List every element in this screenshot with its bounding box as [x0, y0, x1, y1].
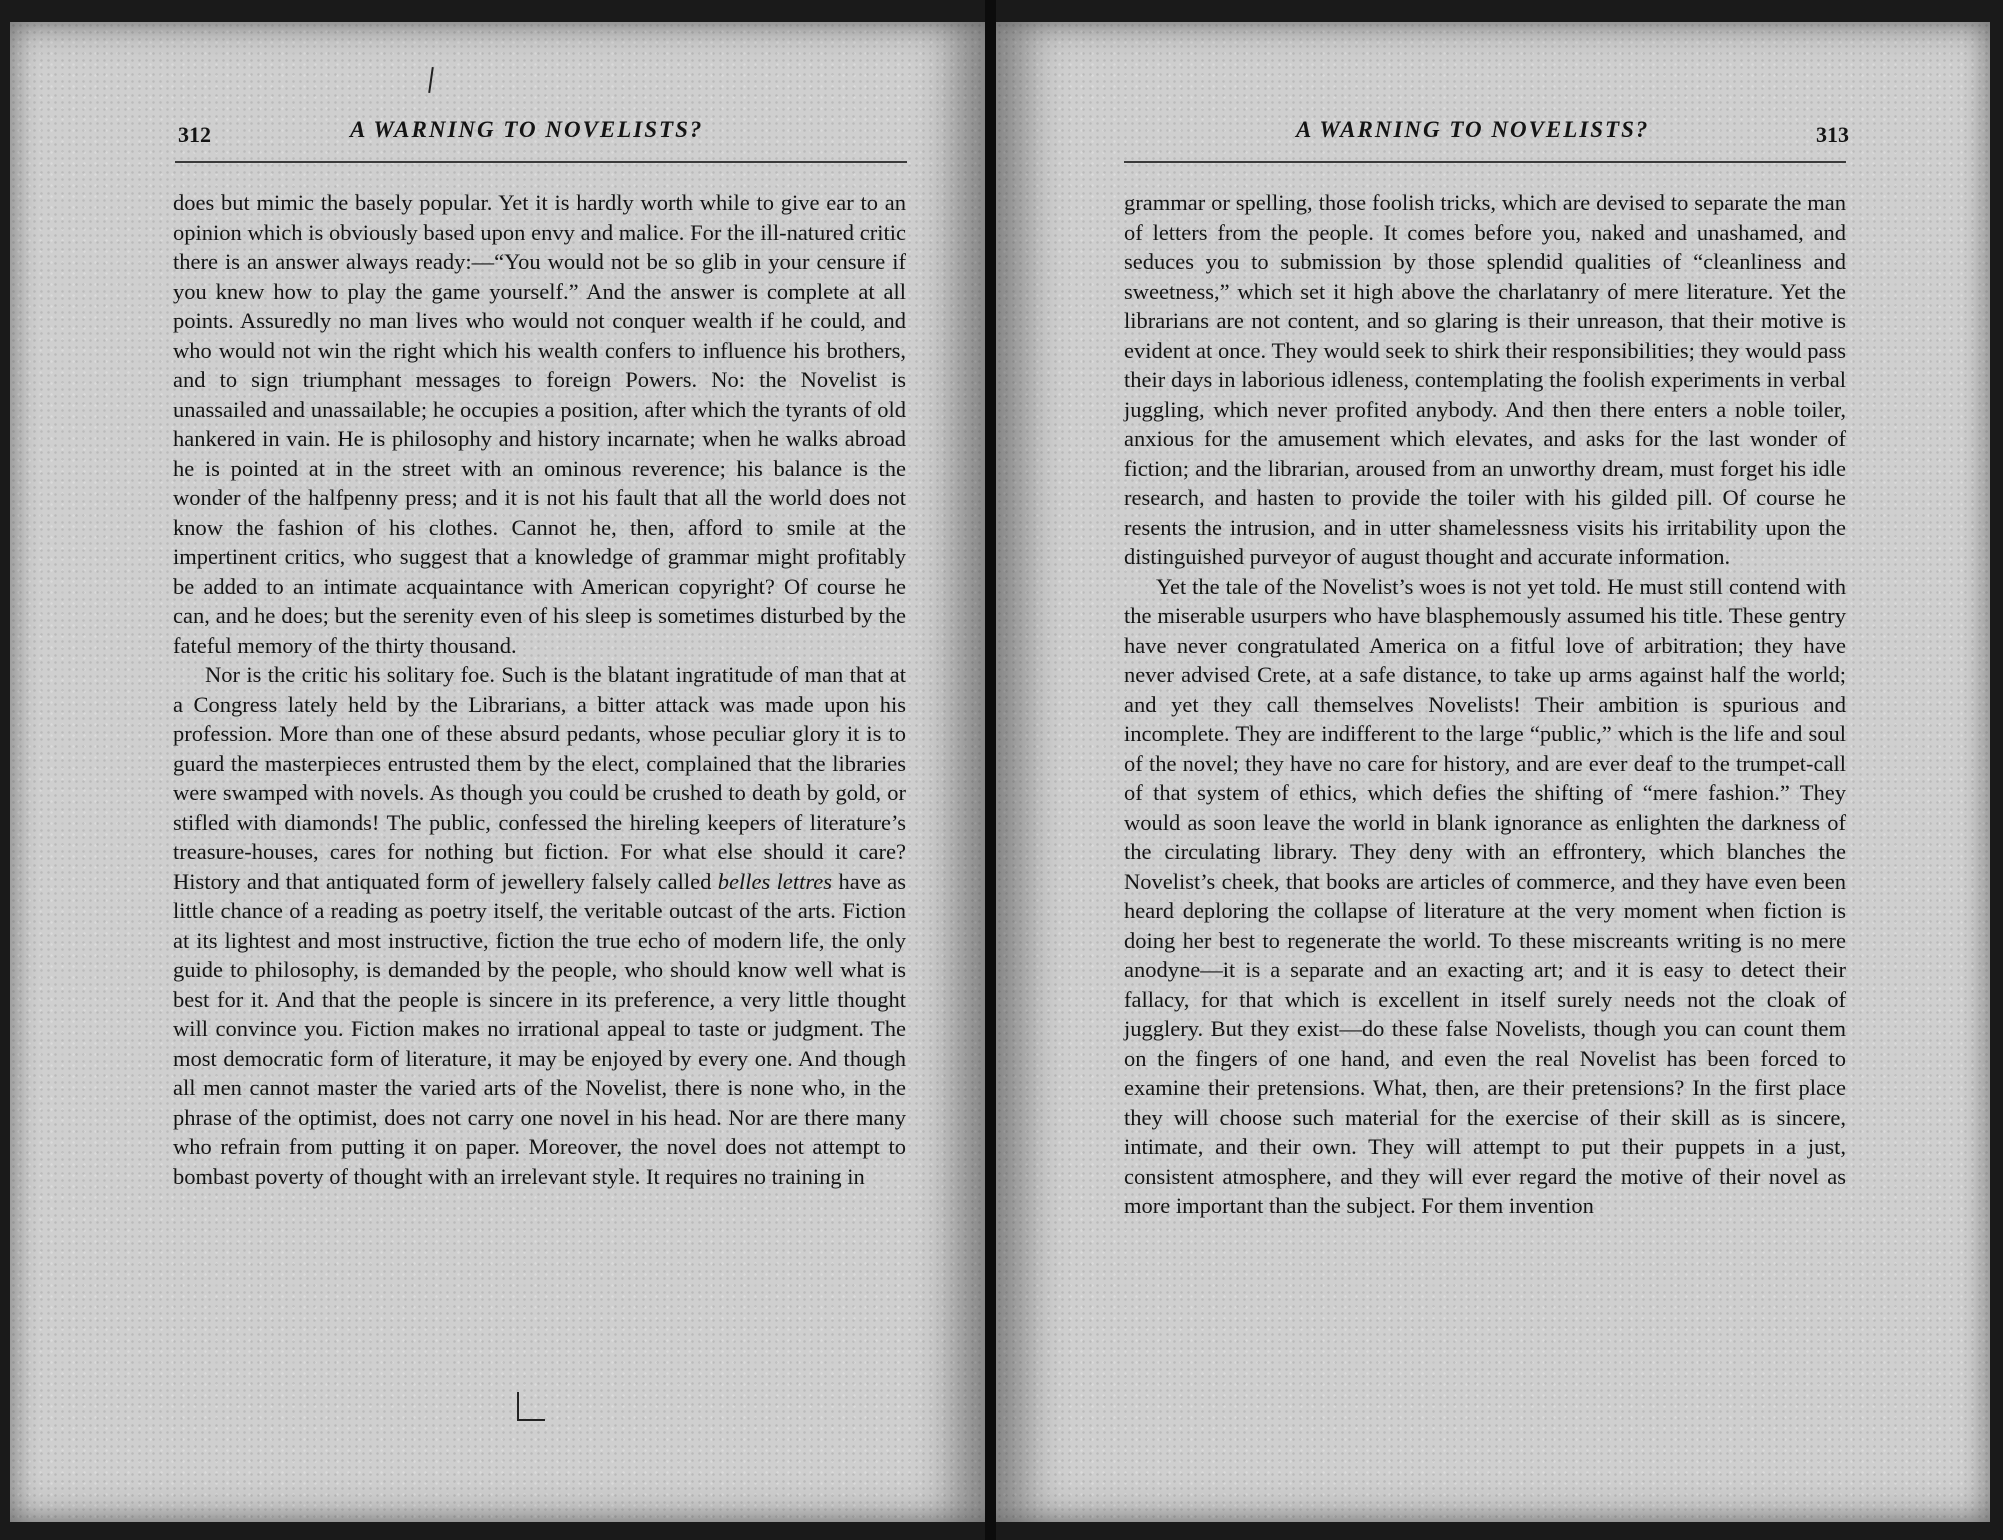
paragraph: Yet the tale of the Novelist’s woes is not yet told. He must still contend with the miserable usurpers who have blasphemously assumed his title. These gentry have never congratulated America on a fitful love of arbitration; they have never advised Crete, at a safe distance, to take up arms against half the world; and yet they call themselves Novelists! Their ambition is spurious and incomplete. They are indifferent to the large “public,” which is the life and soul of the novel; they have no care for history, and are ever deaf to the trumpet-call of that system of ethics, which defies the shifting of “mere fashion.” They would as soon leave the world in blank ignorance as enlighten the darkness of the circulating library. They deny with an effrontery, which blanches the Novelist’s cheek, that books are articles of commerce, and they have even been heard deploring the collapse of literature at the very moment when fiction is doing her best to regenerate the world. To these miscreants writing is no mere anodyne—it is a separate and an exacting art; and it is easy to detect their fallacy, for that which is excellent in itself surely needs not the cloak of jugglery. But they exist—do these false Novelists, though you can count them on the fingers of one hand, and even the real Novelist has been forced to examine their pretensions. What, then, are their pretensions? In the first place they will choose such material for the exercise of their skill as is sincere, intimate, and their own. They will attempt to put their puppets in a just, consistent atmosphere, and they will ever regard the motive of their novel as more important than the subject. For them invention	[1124, 573, 1846, 1218]
book-gutter	[985, 0, 996, 1540]
paragraph: grammar or spelling, those foolish tricks, which are devised to separate the man of letters from the people. It comes before you, naked and unashamed, and seduces you to submission by those splendid qualities of “cleanliness and sweetness,” which set it high above the charlatanry of mere literature. Yet the librarians are not content, and so glaring is their unreason, that their motive is evident at once. They would seek to shirk their responsibilities; they would pass their days in laborious idleness, contemplating the foolish experiments in verbal juggling, which never profited anybody. And then there enters a noble toiler, anxious for the amusement which elevates, and asks for the last wonder of fiction; and the librarian, aroused from an unworthy dream, must forget his idle research, and hasten to provide the toiler with his gilded pill. Of course he resents the intrusion, and in utter shamelessness visits his irritability upon the distinguished purveyor of august thought and accurate information.	[1124, 190, 1846, 569]
header-rule	[175, 161, 907, 163]
right-page	[996, 22, 1990, 1522]
running-head: A WARNING TO NOVELISTS?	[1296, 117, 1650, 142]
paragraph: does but mimic the basely popular. Yet it is hardly worth while to give ear to an opinion which is obviously based upon envy and malice. For the ill-natured critic there is an answer always ready:—“You would not be so glib in your censure if you knew how to play the game yourself.” And the answer is complete at all points. Assuredly no man lives who would not conquer wealth if he could, and who would not win the right which his wealth confers to influence his brothers, and to sign triumphant messages to foreign Powers. No: the Novelist is unassailed and unassailable; he occupies a position, after which the tyrants of old hankered in vain. He is philosophy and history incarnate; when he walks abroad he is pointed at in the street with an ominous reverence; his balance is the wonder of the halfpenny press; and it is not his fault that all the world does not know the fashion of his clothes. Cannot he, then, afford to smile at the impertinent critics, who suggest that a knowledge of grammar might profitably be added to an intimate acquaintance with American copyright? Of course he can, and he does; but the serenity even of his sleep is sometimes disturbed by the fateful memory of the thirty thousand.	[173, 190, 906, 658]
paragraph-text: Nor is the critic his solitary foe. Such is the blatant ingratitude of man that at a Congress lately held by the Librarians, a bitter attack was made upon his profession. More than one of these absurd pedants, whose peculiar glory it is to guard the masterpieces entrusted them by the elect, complained that the libraries were swamped with novels. As though you could be crushed to death by gold, or stifled with diamonds! The public, confessed the hireling keepers of literature’s treasure-houses, cares for nothing but fiction. For what else should it care? History and that antiquated form of jewellery falsely called	[173, 662, 906, 894]
paragraph	[173, 660, 906, 1191]
page-number: 313	[1816, 122, 1849, 147]
pencil-mark	[517, 1392, 519, 1420]
body-text	[1124, 188, 1846, 1221]
pencil-mark	[517, 1419, 545, 1421]
body-text	[173, 188, 906, 1191]
page-number: 312	[178, 122, 211, 147]
running-head: A WARNING TO NOVELISTS?	[350, 117, 704, 142]
left-page	[10, 22, 985, 1522]
header-rule	[1124, 161, 1846, 163]
paragraph-text: have as little chance of a reading as poetry itself, the veritable outcast of the arts. Fiction at its lightest and most instructive, fiction the true echo of modern life, the only guide to philosophy, is demanded by the people, who should know well what is best for it. And that the people is sincere in its preference, a very little thought will convince you. Fiction makes no irrational appeal to taste or judgment. The most democratic form of literature, it may be enjoyed by every one. And though all men cannot master the varied arts of the Novelist, there is none who, in the phrase of the optimist, does not carry one novel in his head. Nor are there many who refrain from putting it on paper. Moreover, the novel does not attempt to bombast poverty of thought with an irrelevant style. It requires no training in	[173, 868, 907, 1189]
pencil-mark	[428, 67, 434, 93]
italic-phrase: belles lettres	[717, 868, 833, 894]
